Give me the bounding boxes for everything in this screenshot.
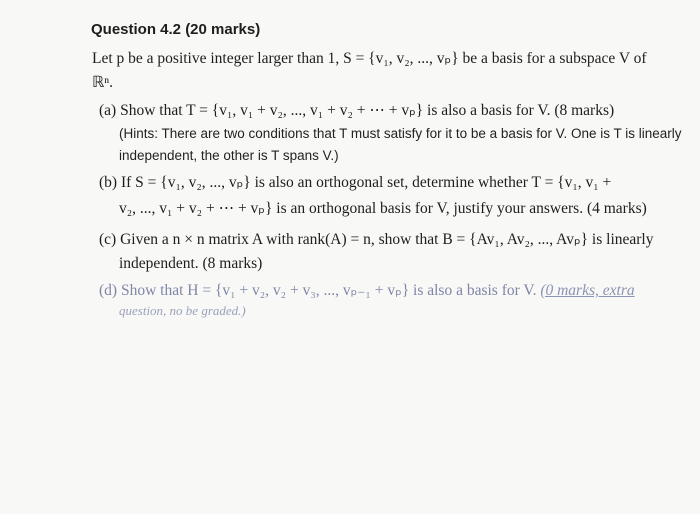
part-a-hint-line-2: independent, the other is T spans V.) — [119, 148, 339, 163]
intro-line-1: Let p be a positive integer larger than 1, S = {v₁, v₂, ..., vₚ} be a basis for a subspace V of — [92, 50, 647, 67]
intro-line-2: ℝⁿ. — [92, 74, 114, 91]
part-a-statement: (a) Show that T = {v₁, v₁ + v₂, ..., v₁ + v₂ + ⋯ + vₚ} is also a basis for V. (8 marks) — [99, 102, 615, 119]
question-title: Question 4.2 (20 marks) — [91, 21, 261, 38]
part-b-line-1: (b) If S = {v₁, v₂, ..., vₚ} is also an orthogonal set, determine whether T = {v₁, v₁ + — [99, 174, 612, 191]
part-a-hint-line-1: (Hints: There are two conditions that T must satisfy for it to be a basis for V. One is T is linearly — [119, 126, 682, 141]
part-d-line-1 — [99, 281, 635, 300]
part-d-statement: (d) Show that H = {v₁ + v₂, v₂ + v₃, ..., vₚ₋₁ + vₚ} is also a basis for V. — [99, 282, 537, 299]
part-d-extra-marks: (0 marks, extra — [540, 282, 635, 299]
part-d-line-2: question, no be graded.) — [119, 303, 246, 318]
part-b-line-2: v₂, ..., v₁ + v₂ + ⋯ + vₚ} is an orthogonal basis for V, justify your answers. (4 marks) — [119, 200, 647, 217]
part-c-line-2: independent. (8 marks) — [119, 255, 263, 272]
part-c-line-1: (c) Given a n × n matrix A with rank(A) = n, show that B = {Av₁, Av₂, ..., Avₚ} is linearly — [99, 231, 654, 248]
